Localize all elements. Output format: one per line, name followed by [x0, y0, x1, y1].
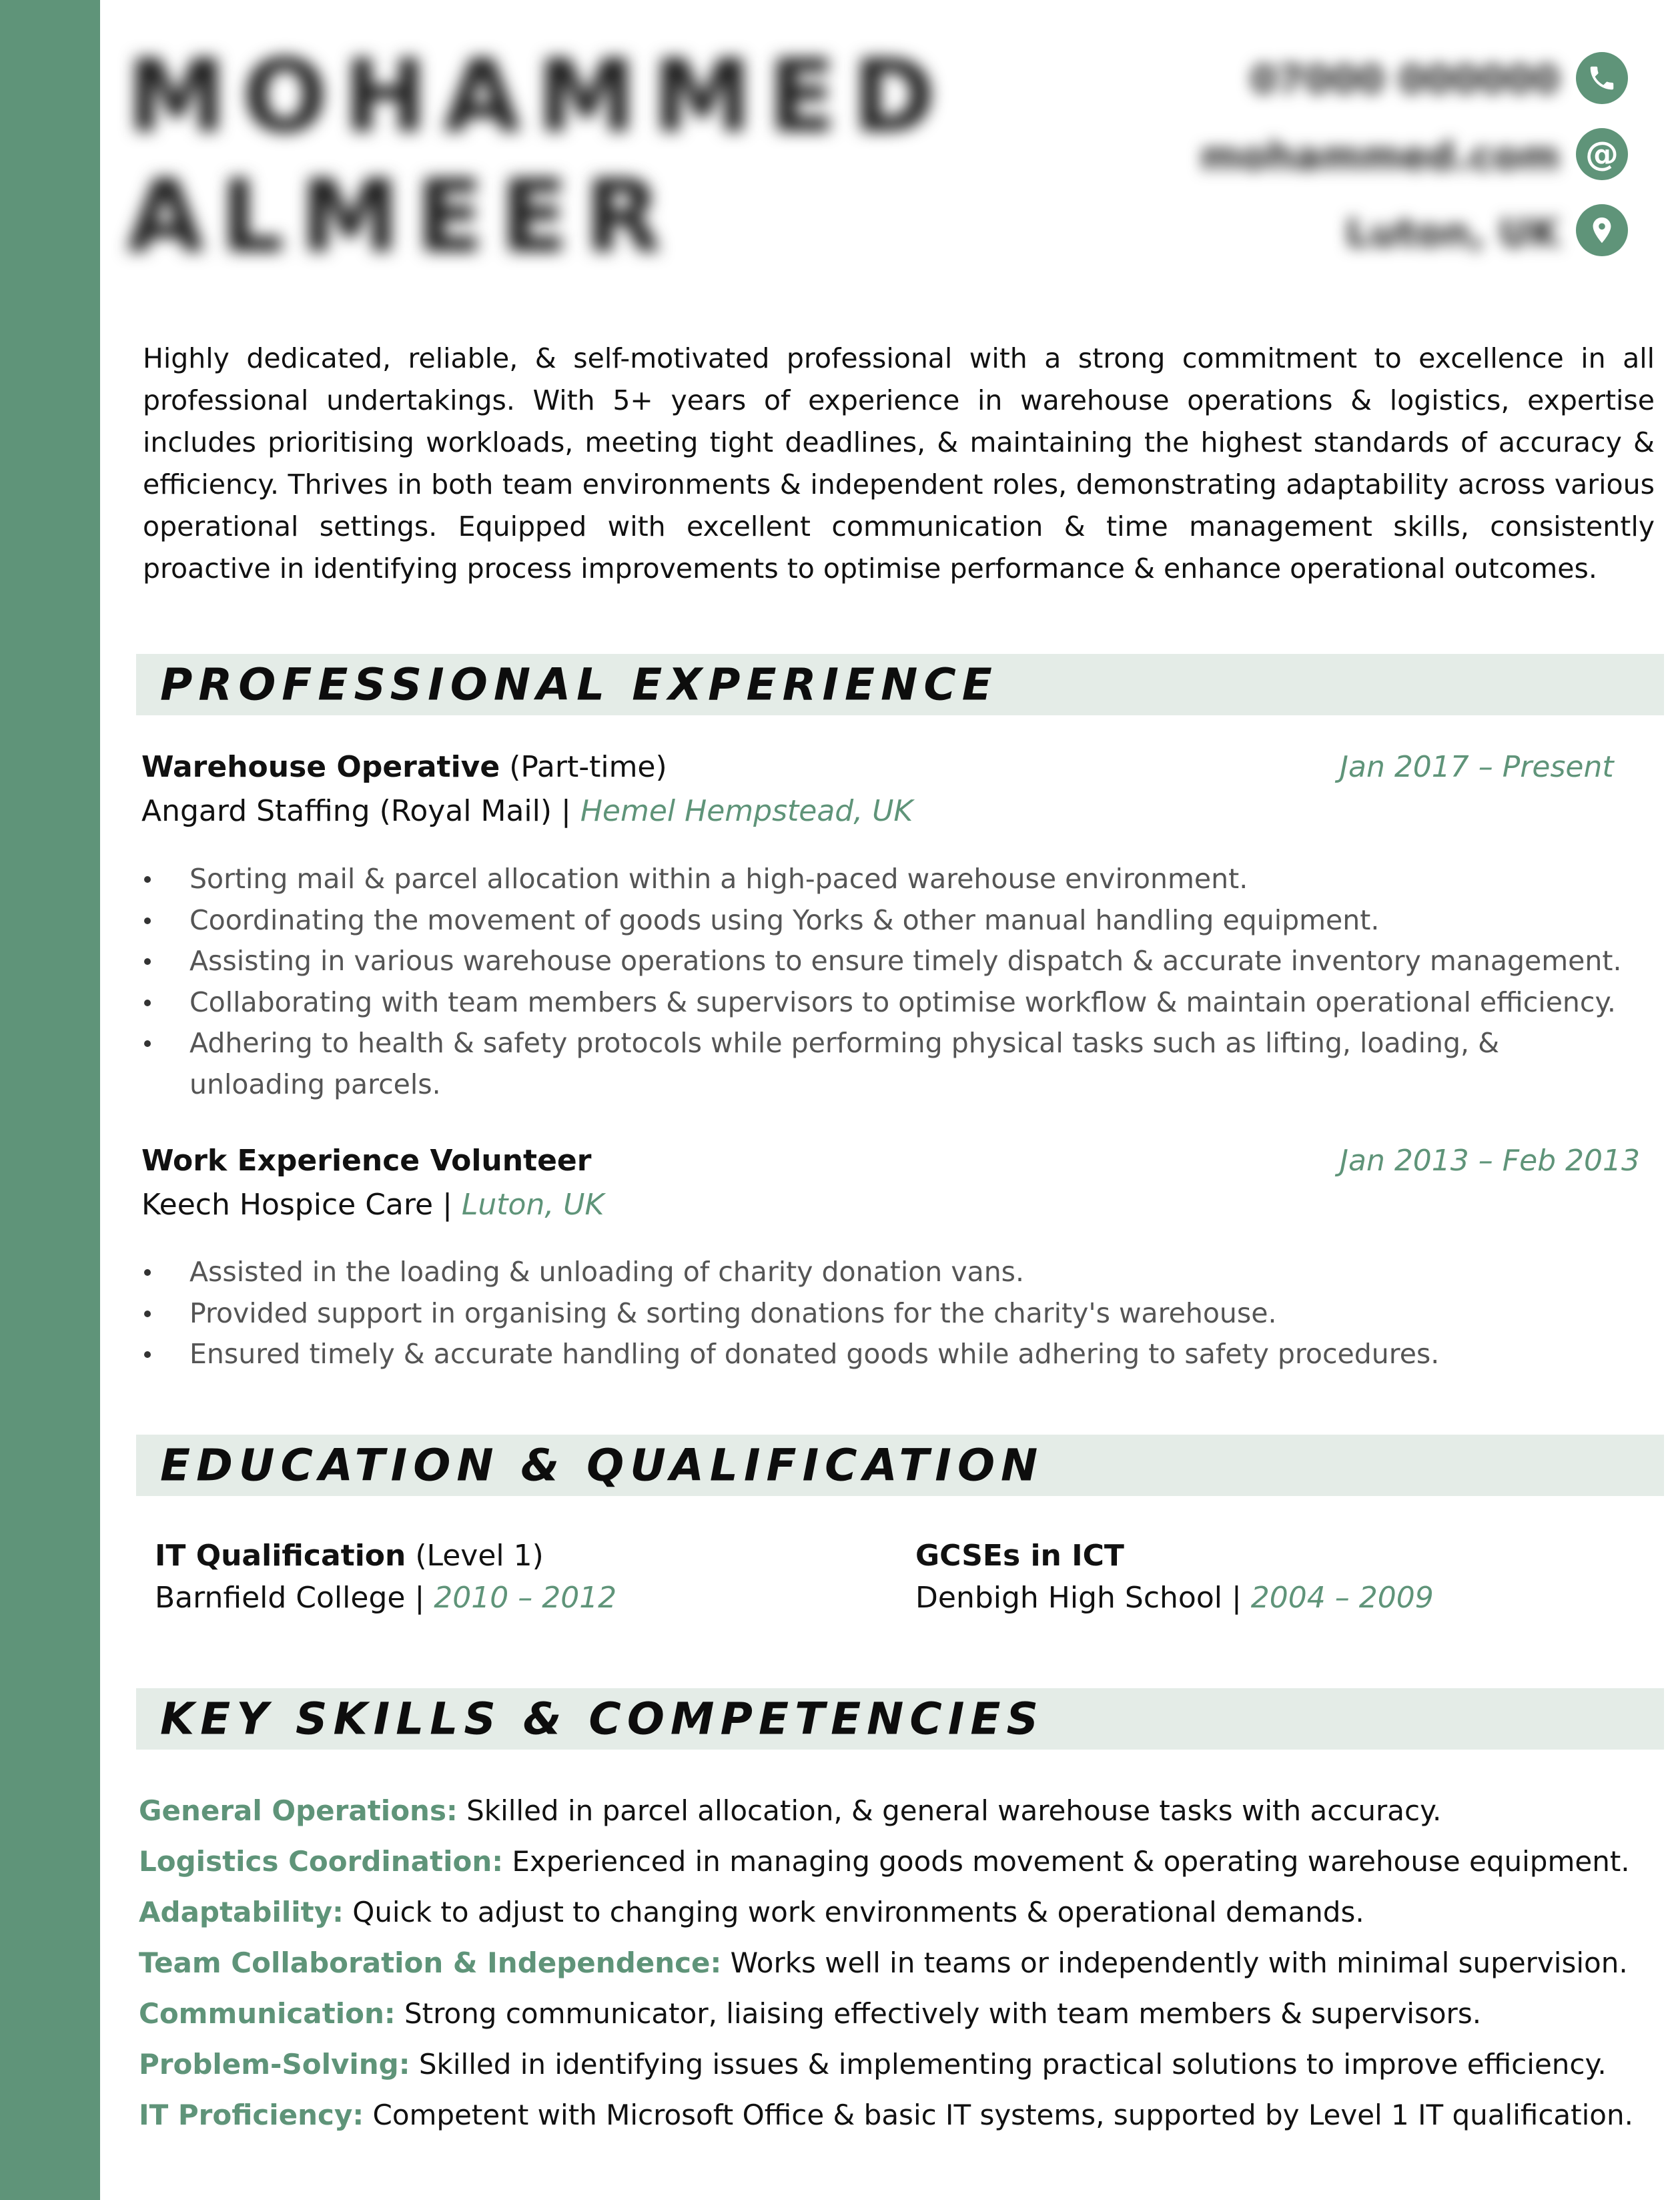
skill-item [139, 1836, 1667, 1887]
list-item: Assisting in various warehouse operations to ensure timely dispatch & accurate inventory management. [141, 941, 1663, 982]
list-item: Ensured timely & accurate handling of donated goods while adhering to safety procedures. [141, 1334, 1663, 1375]
contact-location: Luton, UK [1345, 210, 1560, 256]
separator: | [433, 1188, 462, 1222]
skill-label: Communication: [139, 1997, 396, 2030]
name-first: MOHAMMED [127, 39, 951, 155]
skill-text: Competent with Microsoft Office & basic IT systems, supported by Level 1 IT qualification. [364, 2099, 1633, 2131]
education-school: Barnfield College [155, 1581, 406, 1615]
skill-text: Skilled in parcel allocation, & general warehouse tasks with accuracy. [457, 1794, 1442, 1827]
skills-list [139, 1786, 1667, 2141]
list-item: Collaborating with team members & supervisors to optimise workflow & maintain operational efficiency. [141, 982, 1663, 1024]
separator: | [552, 794, 580, 828]
skill-label: IT Proficiency: [139, 2099, 364, 2131]
education-school: Denbigh High School [915, 1581, 1222, 1615]
list-item: Adhering to health & safety protocols while performing physical tasks such as lifting, loading, & unloading parcels. [141, 1023, 1663, 1105]
skill-label: General Operations: [139, 1794, 458, 1827]
job-location: Hemel Hempstead, UK [580, 794, 913, 828]
education-entry [155, 1535, 616, 1619]
skill-text: Experienced in managing goods movement & operating warehouse equipment. [503, 1845, 1630, 1878]
email-icon: @ [1576, 128, 1628, 180]
skill-label: Team Collaboration & Independence: [139, 1946, 722, 1979]
education-years: 2004 – 2009 [1250, 1581, 1434, 1615]
contact-email: mohammed.com [1200, 133, 1560, 179]
job-date: Jan 2017 – Present [1340, 750, 1614, 784]
list-item: Coordinating the movement of goods using Yorks & other manual handling equipment. [141, 900, 1663, 942]
education-title: IT Qualification [155, 1539, 406, 1573]
job-date: Jan 2013 – Feb 2013 [1340, 1144, 1641, 1178]
skill-text: Strong communicator, liaising effectively with team members & supervisors. [395, 1997, 1482, 2030]
location-icon [1576, 204, 1628, 256]
job-title-line [141, 750, 667, 784]
education-title: GCSEs in ICT [915, 1539, 1124, 1573]
job-org: Angard Staffing (Royal Mail) [141, 794, 552, 828]
list-item: Provided support in organising & sorting donations for the charity's warehouse. [141, 1293, 1663, 1335]
job-bullets [141, 859, 1663, 1105]
phone-icon [1576, 52, 1628, 104]
job-title: Warehouse Operative [141, 750, 500, 784]
skill-text: Works well in teams or independently with minimal supervision. [721, 1946, 1628, 1979]
list-item: Sorting mail & parcel allocation within a high-paced warehouse environment. [141, 859, 1663, 900]
profile-summary: Highly dedicated, reliable, & self-motivated professional with a strong commitment to excellence in all professional undertakings. With 5+ years of experience in warehouse operations & logistics, expertise includes prioritising workloads, meeting tight deadlines, & maintaining the highest standards of accuracy & efficiency. Thrives in both team environments & independent roles, demonstrating adaptability across various operational settings. Equipped with excellent communication & time management skills, consistently proactive in identifying process improvements to optimise performance & enhance operational outcomes. [143, 342, 1655, 585]
section-title-education: EDUCATION & QUALIFICATION [160, 1439, 1044, 1491]
education-years: 2010 – 2012 [434, 1581, 617, 1615]
section-band-education [136, 1435, 1664, 1496]
skill-label: Logistics Coordination: [139, 1845, 504, 1878]
skill-label: Problem-Solving: [139, 2048, 410, 2081]
section-title-skills: KEY SKILLS & COMPETENCIES [160, 1693, 1045, 1745]
job-org-line [141, 794, 913, 828]
skill-item [139, 1988, 1667, 2039]
skill-item [139, 2090, 1667, 2141]
job-org: Keech Hospice Care [141, 1188, 434, 1222]
skill-text: Skilled in identifying issues & implementing practical solutions to improve efficiency. [410, 2048, 1607, 2081]
education-entry [915, 1535, 1434, 1619]
job-title-line [141, 1144, 591, 1178]
separator: | [1222, 1581, 1251, 1615]
separator: | [405, 1581, 434, 1615]
job-org-line [141, 1188, 604, 1222]
job-bullets [141, 1252, 1663, 1375]
education-title-suffix: (Level 1) [406, 1539, 544, 1573]
name-last: ALMEER [127, 159, 678, 275]
section-title-experience: PROFESSIONAL EXPERIENCE [160, 659, 998, 711]
section-band-skills [136, 1688, 1664, 1750]
skill-label: Adaptability: [139, 1896, 344, 1928]
contact-phone: 07000 000000 [1250, 57, 1560, 102]
job-title: Work Experience Volunteer [141, 1144, 592, 1178]
job-location: Luton, UK [461, 1188, 604, 1222]
side-accent-bar [0, 0, 100, 2200]
skill-item [139, 1938, 1667, 1988]
section-band-experience [136, 654, 1664, 715]
skill-item [139, 2039, 1667, 2090]
list-item: Assisted in the loading & unloading of charity donation vans. [141, 1252, 1663, 1293]
skill-item [139, 1786, 1667, 1836]
job-title-suffix: (Part-time) [500, 750, 667, 784]
skill-text: Quick to adjust to changing work environments & operational demands. [343, 1896, 1364, 1928]
skill-item [139, 1887, 1667, 1938]
